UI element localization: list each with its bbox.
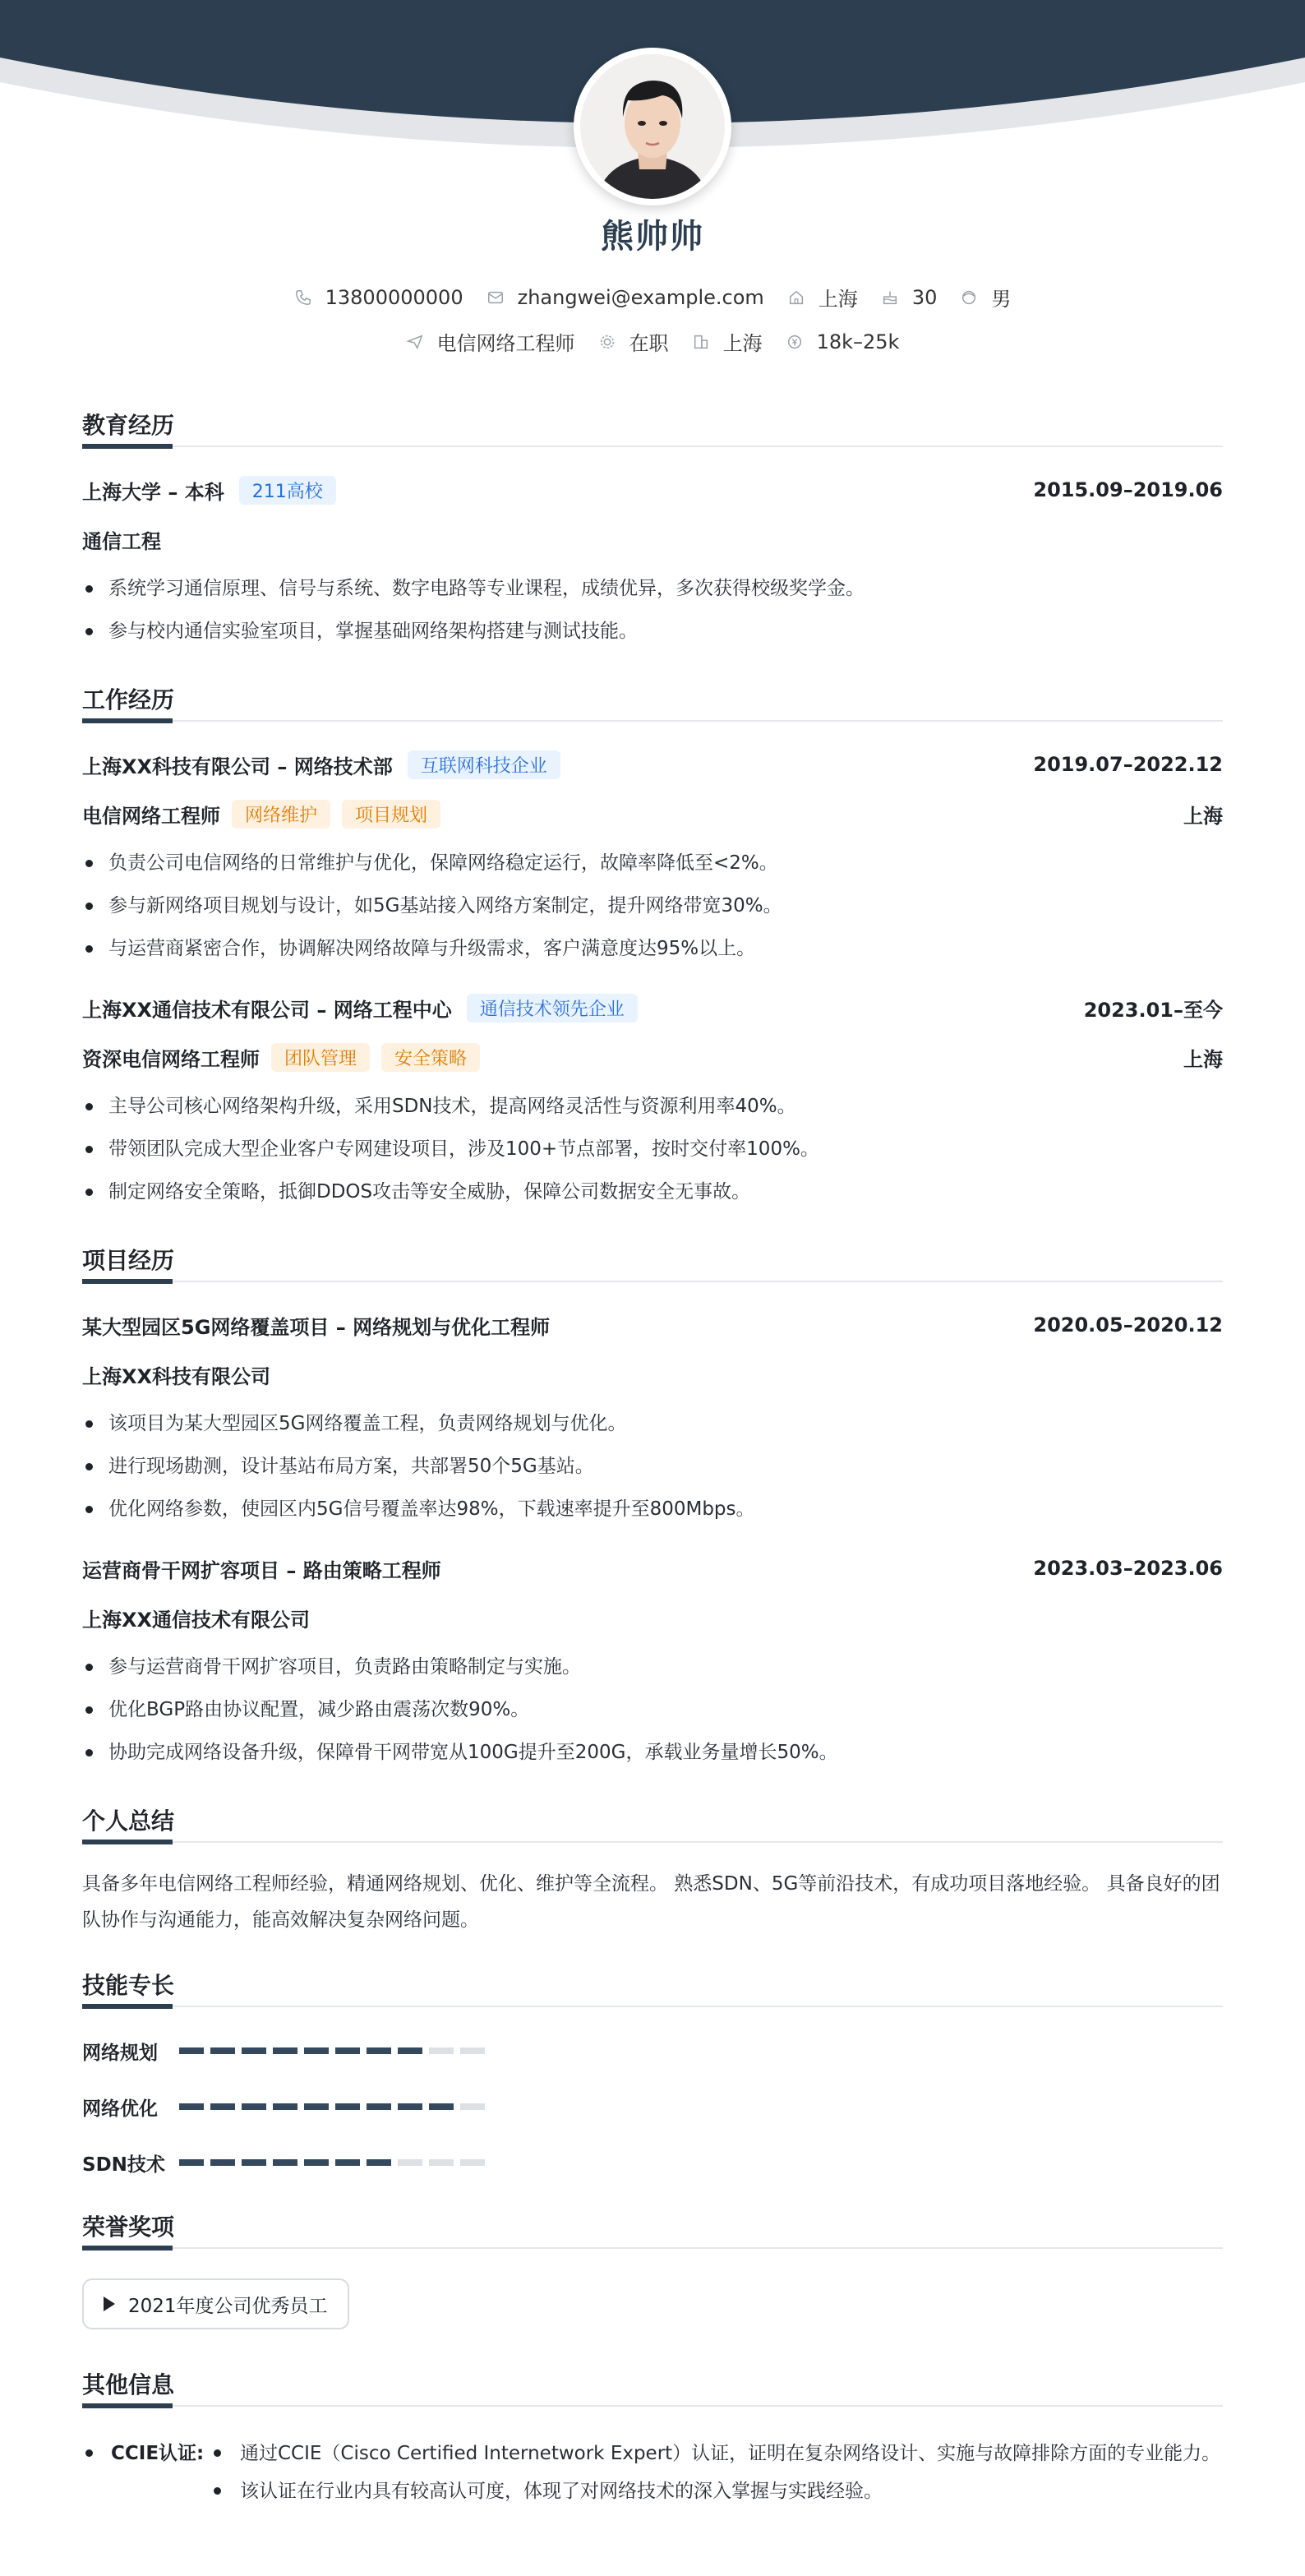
work-city-item (692, 327, 763, 356)
project-entry-header (82, 1555, 1223, 1581)
work-city: 上海 (1183, 804, 1223, 828)
list-item: 该认证在行业内具有较高认可度，体现了对网络技术的深入掌握与实践经验。 (212, 2474, 1223, 2509)
list-item: 参与新网络项目规划与设计，如5G基站接入网络方案制定，提升网络带宽30%。 (82, 893, 1223, 935)
list-item: 协助完成网络设备升级，保障骨干网带宽从100G提升至200G，承载业务量增长50%。 (82, 1739, 1223, 1782)
skill-name: 网络规划 (82, 2042, 158, 2064)
resume-body (82, 403, 1223, 2512)
project-bullets (82, 1410, 1223, 1539)
list-item: 优化网络参数，使园区内5G信号覆盖率达98%，下载速率提升至800Mbps。 (82, 1496, 1223, 1539)
skill-segment (460, 2159, 485, 2166)
project-bullets (82, 1654, 1223, 1782)
candidate-name: 熊帅帅 (601, 218, 704, 256)
list-item: 该项目为某大型园区5G网络覆盖工程，负责网络规划与优化。 (82, 1410, 1223, 1453)
project-org-row (82, 1361, 1223, 1387)
project-dates: 2023.03–2023.06 (1033, 1557, 1223, 1580)
role-tag: 项目规划 (342, 800, 440, 829)
school-name: 上海大学 – 本科 (82, 480, 224, 504)
work-dates: 2023.01–至今 (1083, 998, 1223, 1022)
age-item (881, 286, 938, 309)
section-heading: 工作经历 (82, 677, 1223, 722)
summary-text: 具备多年电信网络工程师经验，精通网络规划、优化、维护等全流程。 熟悉SDN、5G等前沿技术，有成功项目落地经验。 具备良好的团队协作与沟通能力，能高效解决复杂网络问题。 (82, 1873, 1220, 1931)
work-section (82, 677, 1223, 1221)
project-org: 上海XX通信技术有限公司 (82, 1608, 311, 1632)
work-entry-header (82, 751, 1223, 778)
education-bullets (82, 575, 1223, 661)
list-item: 优化BGP路由协议配置，减少路由震荡次数90%。 (82, 1697, 1223, 1739)
gender-item (960, 283, 1011, 312)
list-item: 制定网络安全策略，抵御DDOS攻击等安全威胁，保障公司数据安全无事故。 (82, 1179, 1223, 1221)
section-heading: 荣誉奖项 (82, 2204, 1223, 2249)
skill-segment (398, 2159, 422, 2166)
work-entry-header (82, 995, 1223, 1021)
skill-segment (179, 2159, 204, 2166)
job-row (0, 327, 1305, 356)
project-name: 运营商骨干网扩容项目 – 路由策略工程师 (82, 1558, 441, 1582)
send-icon (406, 333, 424, 351)
company-tag: 互联网科技企业 (408, 750, 560, 779)
role-title: 电信网络工程师 (82, 804, 220, 828)
company-name: 上海XX科技有限公司 – 网络技术部 (82, 755, 393, 778)
phone-text: 13800000000 (325, 285, 463, 309)
honors-section (82, 2204, 1223, 2362)
list-item: 主导公司核心网络架构升级，采用SDN技术，提高网络灵活性与资源利用率40%。 (82, 1093, 1223, 1136)
major-row (82, 526, 1223, 552)
skill-segment (304, 2103, 329, 2110)
other-label: CCIE认证: (82, 2436, 212, 2512)
company-name: 上海XX通信技术有限公司 – 网络工程中心 (82, 998, 452, 1022)
list-item: 进行现场勘测，设计基站布局方案，共部署50个5G基站。 (82, 1453, 1223, 1496)
list-item: 负责公司电信网络的日常维护与优化，保障网络稳定运行，故障率降低至<2%。 (82, 850, 1223, 893)
section-heading: 个人总结 (82, 1798, 1223, 1843)
phone-item (294, 286, 463, 309)
skill-segment (335, 2159, 360, 2166)
skills-section (82, 1963, 1223, 2204)
work-bullets (82, 1093, 1223, 1221)
role-title: 资深电信网络工程师 (82, 1047, 260, 1071)
skill-segment (179, 2047, 204, 2054)
skill-segment (335, 2103, 360, 2110)
salary-item (786, 330, 900, 353)
skill-segment (210, 2159, 235, 2166)
skill-segment (398, 2103, 422, 2110)
gear-icon (598, 333, 616, 351)
salary-text: 18k–25k (816, 330, 900, 353)
job-title-text: 电信网络工程师 (436, 332, 575, 355)
school-tag: 211高校 (239, 476, 336, 505)
contact-row (0, 283, 1305, 312)
education-section (82, 403, 1223, 661)
award-item[interactable] (82, 2278, 349, 2329)
summary-section (82, 1798, 1223, 1938)
avatar (574, 48, 731, 205)
coin-icon (786, 333, 804, 351)
company-tag: 通信技术领先企业 (467, 994, 638, 1023)
location-item (787, 283, 858, 312)
skill-segment (460, 2103, 485, 2110)
projects-section (82, 1238, 1223, 1782)
skill-segment (242, 2159, 266, 2166)
job-title-item (406, 327, 575, 356)
home-icon (787, 289, 805, 307)
skill-segment (367, 2159, 391, 2166)
cake-icon (881, 289, 899, 307)
play-icon (104, 2297, 115, 2311)
list-item: 参与校内通信实验室项目，掌握基础网络架构搭建与测试技能。 (82, 618, 1223, 661)
skill-segment (273, 2103, 297, 2110)
section-heading: 其他信息 (82, 2362, 1223, 2407)
location-text: 上海 (818, 288, 858, 311)
skill-segment (304, 2159, 329, 2166)
other-section (82, 2362, 1223, 2512)
work-dates: 2019.07–2022.12 (1033, 753, 1223, 776)
award-label: 2021年度公司优秀员工 (128, 2295, 328, 2317)
skill-level-bar (179, 2047, 491, 2054)
project-dates: 2020.05–2020.12 (1033, 1313, 1223, 1336)
skill-item (82, 2093, 662, 2121)
skill-item (82, 2149, 662, 2177)
skill-level-bar (179, 2103, 491, 2110)
work-city-text: 上海 (722, 332, 763, 355)
other-list (212, 2436, 1223, 2512)
project-org: 上海XX科技有限公司 (82, 1364, 271, 1388)
role-row (82, 801, 1223, 827)
user-icon (960, 289, 978, 307)
skill-segment (429, 2159, 454, 2166)
skill-level-bar (179, 2159, 491, 2166)
role-tag: 团队管理 (271, 1043, 370, 1072)
skill-segment (304, 2047, 329, 2054)
email-text: zhangwei@example.com (517, 285, 764, 309)
list-item: 通过CCIE（Cisco Certified Internetwork Expert）认证，证明在复杂网络设计、实施与故障排除方面的专业能力。 (212, 2436, 1223, 2471)
skill-segment (242, 2047, 266, 2054)
role-tag: 安全策略 (381, 1043, 480, 1072)
section-heading: 项目经历 (82, 1238, 1223, 1282)
list-item: 系统学习通信原理、信号与系统、数字电路等专业课程，成绩优异，多次获得校级奖学金。 (82, 575, 1223, 618)
section-heading: 教育经历 (82, 403, 1223, 447)
phone-icon (294, 289, 312, 307)
skill-segment (367, 2103, 391, 2110)
skill-item (82, 2037, 662, 2065)
work-city: 上海 (1183, 1047, 1223, 1071)
project-org-row (82, 1604, 1223, 1631)
gender-text: 男 (991, 288, 1012, 311)
skill-segment (242, 2103, 266, 2110)
skill-segment (210, 2047, 235, 2054)
role-row (82, 1044, 1223, 1070)
mail-icon (486, 289, 505, 307)
project-entry-header (82, 1312, 1223, 1338)
profile-photo (580, 54, 725, 199)
role-tag: 网络维护 (232, 800, 330, 829)
major: 通信工程 (82, 529, 161, 553)
skill-segment (367, 2047, 391, 2054)
work-bullets (82, 850, 1223, 978)
list-item: 与运营商紧密合作，协调解决网络故障与升级需求，客户满意度达95%以上。 (82, 935, 1223, 978)
skill-name: 网络优化 (82, 2098, 158, 2120)
skill-segment (460, 2047, 485, 2054)
skills-list (82, 2037, 1223, 2204)
education-entry-header (82, 477, 1223, 503)
skill-name: SDN技术 (82, 2154, 165, 2176)
skill-segment (429, 2047, 454, 2054)
building-icon (692, 333, 710, 351)
education-dates: 2015.09–2019.06 (1033, 478, 1223, 501)
skill-segment (335, 2047, 360, 2054)
skill-segment (273, 2159, 297, 2166)
email-item (486, 286, 764, 309)
skill-segment (210, 2103, 235, 2110)
skill-segment (429, 2103, 454, 2110)
section-heading: 技能专长 (82, 1963, 1223, 2007)
list-item: 参与运营商骨干网扩容项目，负责路由策略制定与实施。 (82, 1654, 1223, 1697)
skill-segment (179, 2103, 204, 2110)
status-text: 在职 (629, 332, 669, 355)
other-info (82, 2436, 1223, 2512)
status-item (598, 327, 669, 356)
age-text: 30 (911, 285, 938, 309)
project-name: 某大型园区5G网络覆盖项目 – 网络规划与优化工程师 (82, 1315, 551, 1339)
list-item: 带领团队完成大型企业客户专网建设项目，涉及100+节点部署，按时交付率100%。 (82, 1136, 1223, 1179)
skill-segment (273, 2047, 297, 2054)
skill-segment (398, 2047, 422, 2054)
